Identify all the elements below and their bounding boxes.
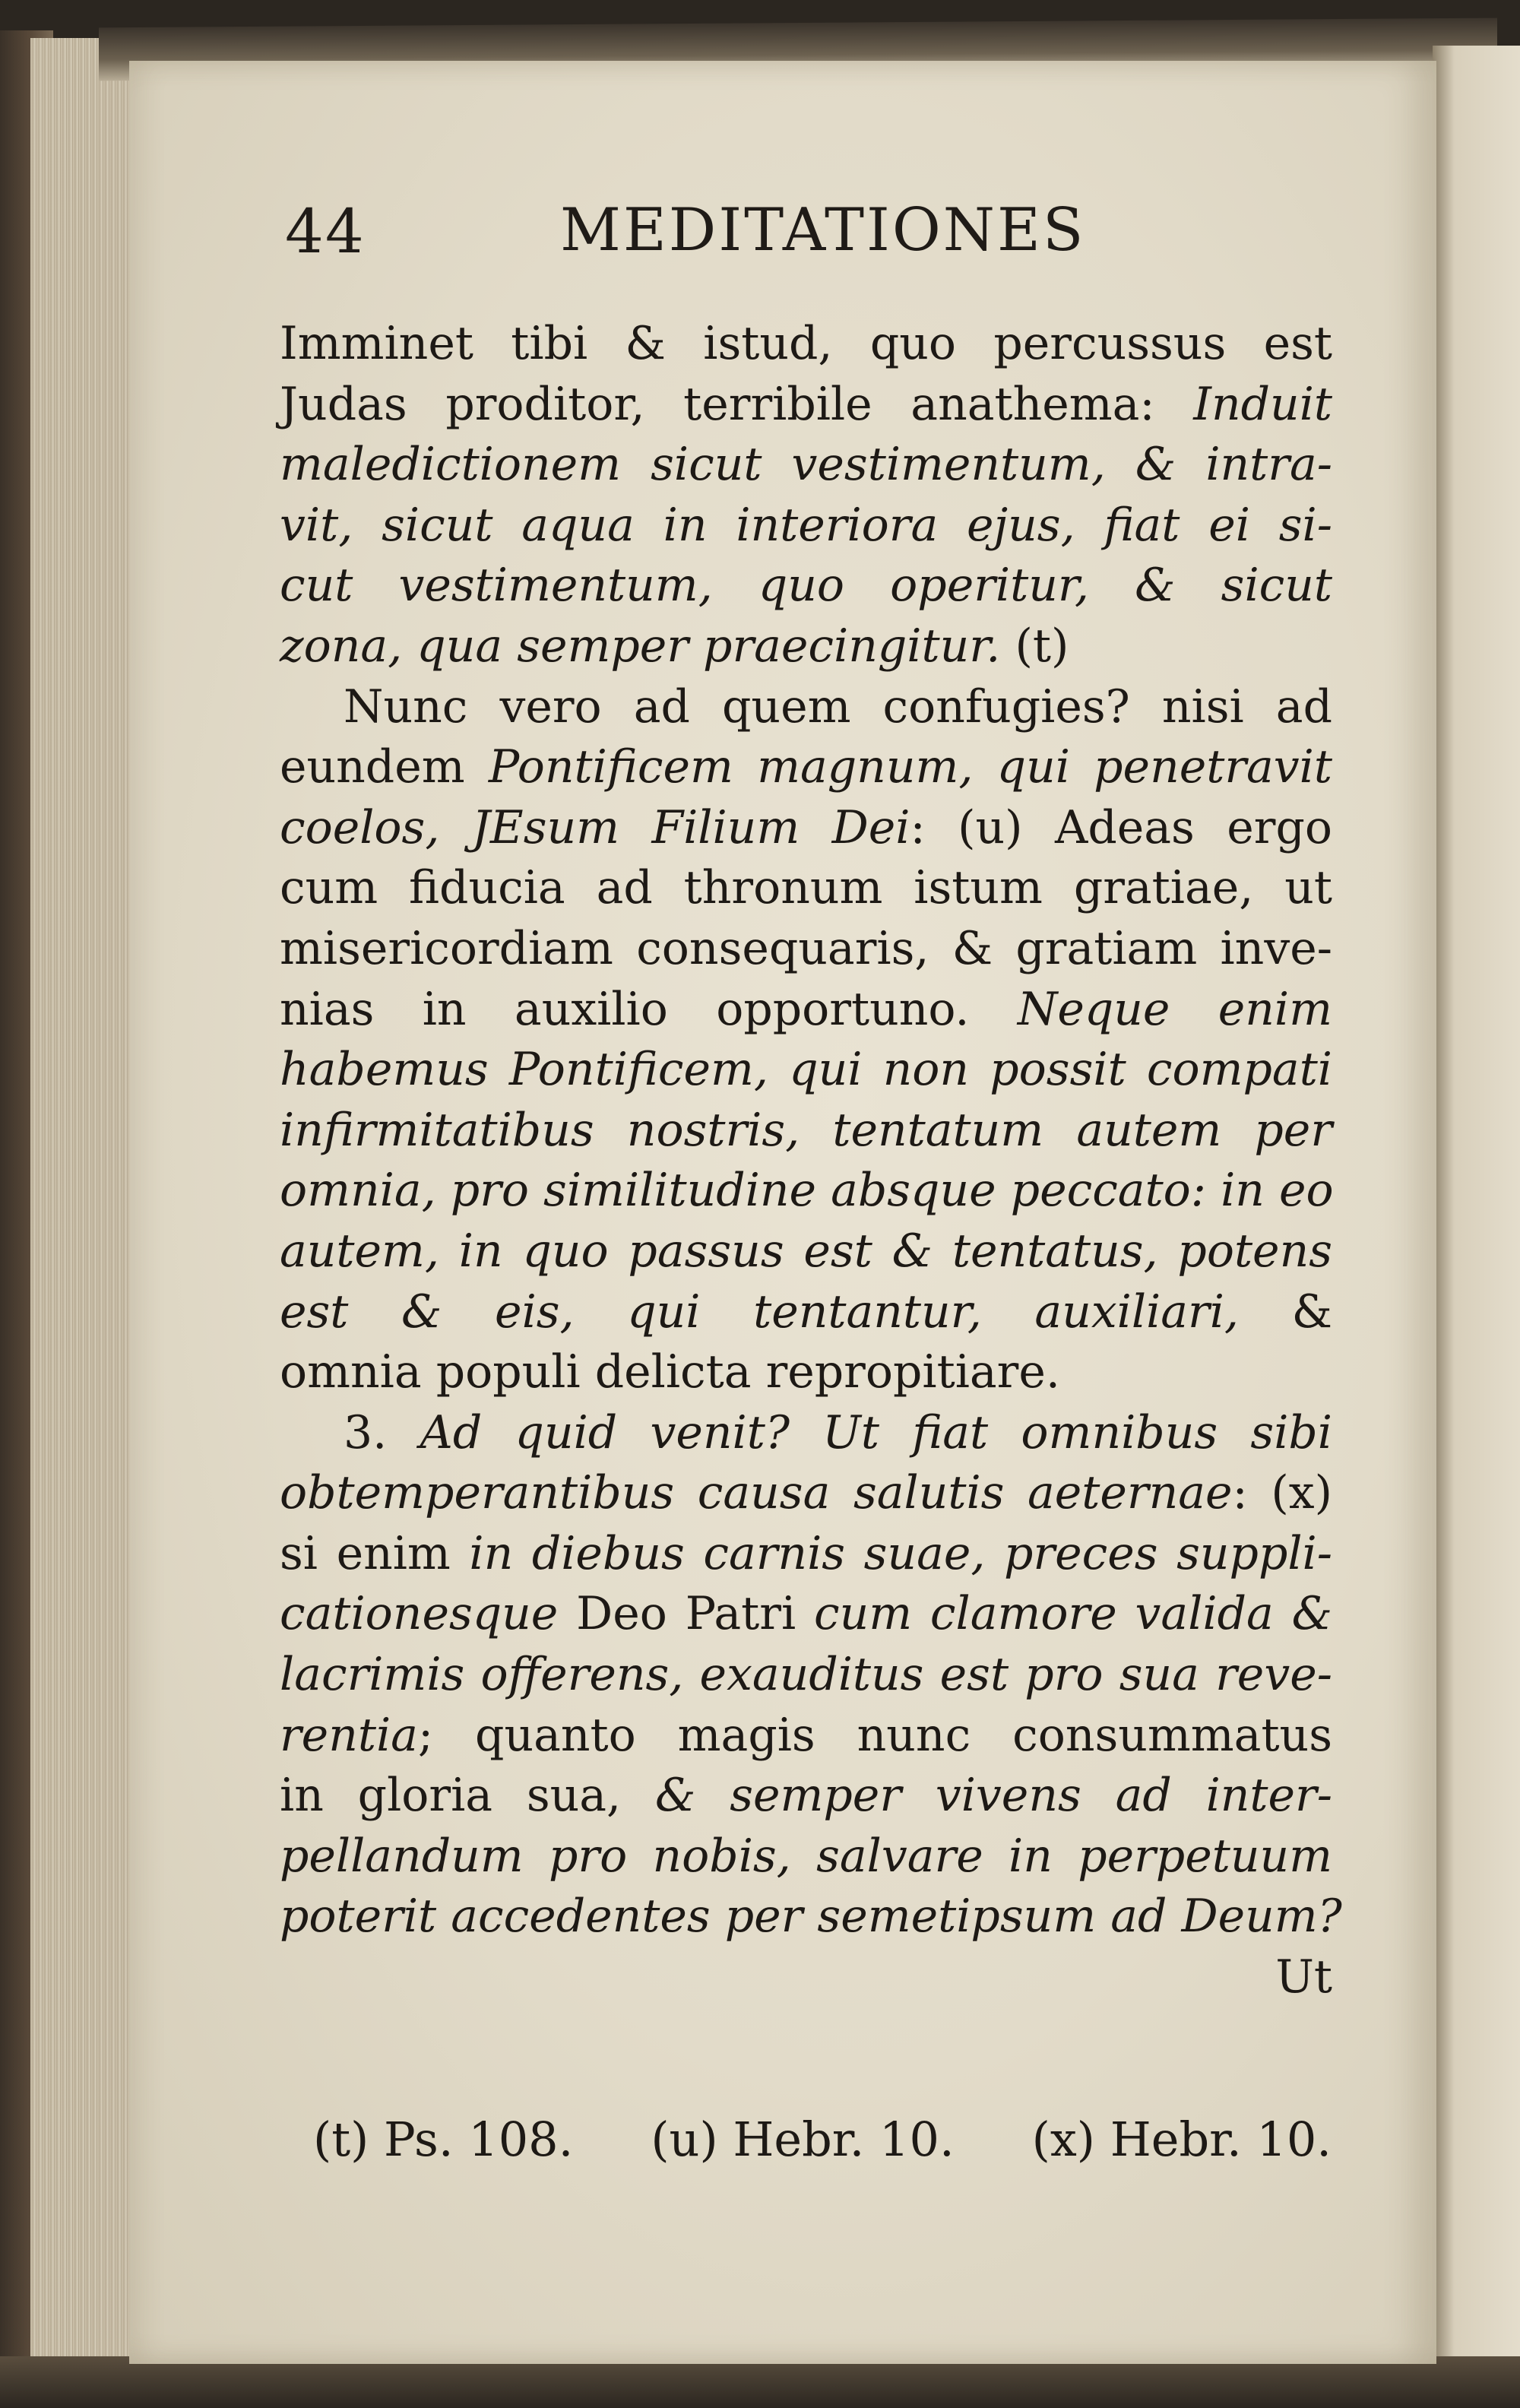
footnote-t: (t) Ps. 108. xyxy=(313,2112,574,2167)
text-segment-italic: Induit xyxy=(1193,377,1332,431)
text-segment: Judas proditor, terribile anathema: xyxy=(280,377,1194,431)
text-segment-italic: pellandum pro nobis, salvare in perpetuum xyxy=(280,1829,1332,1883)
text-line xyxy=(280,1887,1342,1947)
text-line xyxy=(280,1161,1332,1221)
text-segment: Nunc vero ad quem confugies? nisi ad xyxy=(344,680,1332,733)
text-line xyxy=(280,1463,1332,1524)
text-segment-italic: omnia, pro similitudine absque peccato: in eo xyxy=(280,1164,1334,1218)
text-line xyxy=(280,919,1332,980)
text-line xyxy=(280,1645,1332,1706)
catchword xyxy=(280,1947,1332,2008)
text-line xyxy=(280,375,1332,436)
text-line xyxy=(280,980,1332,1041)
text-line xyxy=(280,496,1332,556)
text-segment-italic: obtemperantibus causa salutis aeternae xyxy=(280,1466,1233,1520)
page-number: 44 xyxy=(285,196,366,267)
text-segment-italic: cut vestimentum, quo operitur, & sicut xyxy=(280,559,1332,613)
running-head xyxy=(285,196,1334,280)
text-line xyxy=(280,1766,1332,1827)
text-line xyxy=(280,677,1332,738)
text-segment-italic: habemus Pontificem, qui non possit compati xyxy=(280,1043,1332,1097)
text-line xyxy=(280,1282,1332,1343)
text-segment-italic: poterit accedentes per semetipsum ad Deum? xyxy=(280,1890,1342,1944)
text-segment-italic: rentia xyxy=(280,1708,418,1762)
text-segment: Deo Patri xyxy=(558,1587,814,1641)
text-line xyxy=(280,1403,1332,1464)
text-segment: cum fiducia ad thronum istum gratiae, ut xyxy=(280,861,1332,915)
text-segment-italic: infirmitatibus nostris, tentatum autem per xyxy=(280,1103,1332,1157)
footnotes xyxy=(313,2112,1332,2180)
paragraph-number: 3. xyxy=(344,1405,420,1459)
text-segment: : (u) Adeas ergo xyxy=(910,800,1332,854)
text-segment: misericordiam consequaris, & gratiam inve- xyxy=(280,921,1332,975)
footnote-ref: (t) xyxy=(1000,619,1069,673)
text-line xyxy=(280,1221,1332,1282)
text-line xyxy=(280,556,1332,616)
text-segment: ; quanto magis nunc consummatus xyxy=(417,1708,1332,1762)
running-head-title: MEDITATIONES xyxy=(560,196,1086,265)
footnote-x: (x) Hebr. 10. xyxy=(1031,2112,1332,2167)
book-bottom-shadow xyxy=(0,2356,1520,2408)
text-line xyxy=(280,1040,1332,1101)
text-segment-italic: Ad quid venit? Ut fiat omnibus sibi xyxy=(420,1405,1332,1459)
footnote-ref: : (x) xyxy=(1232,1466,1332,1520)
text-line xyxy=(280,1827,1332,1887)
text-segment-italic: vit, sicut aqua in interiora ejus, fiat ei si- xyxy=(280,498,1332,552)
text-line xyxy=(280,616,1332,677)
text-segment: si enim xyxy=(280,1526,470,1580)
text-segment-italic: Pontificem magnum, qui penetravit xyxy=(488,740,1332,794)
text-segment: & xyxy=(1291,1285,1332,1339)
text-segment: nias in auxilio opportuno. xyxy=(280,982,1018,1036)
text-line xyxy=(280,1584,1332,1645)
body-text xyxy=(280,314,1342,2008)
text-line xyxy=(280,314,1332,375)
text-segment-italic: coelos, JEsum Filium Dei xyxy=(280,800,910,854)
footnote-u: (u) Hebr. 10. xyxy=(651,2112,955,2167)
text-segment: in gloria sua, xyxy=(280,1769,655,1823)
text-segment-italic: autem, in quo passus est & tentatus, potens xyxy=(280,1224,1332,1278)
text-segment-italic: zona, qua semper praecingitur. xyxy=(280,619,1001,673)
text-segment-italic: & semper vivens ad inter- xyxy=(654,1769,1332,1823)
text-segment-italic: Neque enim xyxy=(1017,982,1332,1036)
text-line xyxy=(280,1101,1332,1161)
text-line xyxy=(280,1524,1332,1585)
page-edges-stack xyxy=(30,38,137,2379)
facing-page-edge xyxy=(1433,46,1520,2372)
text-line xyxy=(280,798,1332,859)
text-segment-italic: cum clamore valida & xyxy=(813,1587,1332,1641)
catchword-text: Ut xyxy=(1275,1950,1332,2004)
text-segment-italic: maledictionem sicut vestimentum, & intra- xyxy=(280,438,1332,492)
text-segment-italic: cationesque xyxy=(280,1587,559,1641)
text-line xyxy=(280,1706,1332,1766)
text-line xyxy=(280,737,1332,798)
text-line xyxy=(280,435,1332,496)
text-segment-italic: lacrimis offerens, exauditus est pro sua reve- xyxy=(280,1648,1332,1702)
text-segment: eundem xyxy=(280,740,489,794)
text-line xyxy=(280,1342,1332,1403)
text-segment: omnia populi delicta repropitiare. xyxy=(280,1345,1060,1399)
text-line xyxy=(280,858,1332,919)
text-segment: Imminet tibi & istud, quo percussus est xyxy=(280,317,1332,370)
text-segment-italic: in diebus carnis suae, preces suppli- xyxy=(469,1526,1333,1580)
text-segment-italic: est & eis, qui tentantur, auxiliari, xyxy=(280,1285,1292,1339)
